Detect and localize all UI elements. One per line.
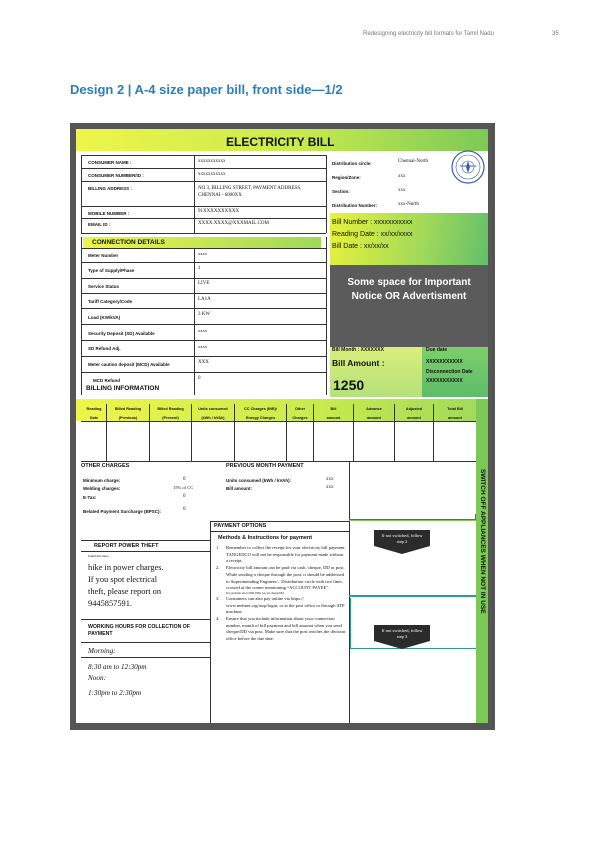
- step-box-2: [374, 530, 430, 550]
- billing-address-value: NO 3, BILLING STREET, PAYMENT ADDRESS, CHENNAI - 6000XX: [198, 186, 302, 198]
- service-status-label: Service Status: [88, 284, 120, 289]
- other-charges-title: OTHER CHARGES: [81, 463, 130, 469]
- hours-title: WORKING HOURS FOR COLLECTION OF PAYMENT: [88, 624, 191, 637]
- payment-instructions: [216, 545, 346, 643]
- payment-options-title-line: [210, 531, 349, 532]
- col-other-charges: Other Charges: [292, 407, 308, 420]
- etax-value: 0: [183, 494, 186, 499]
- meter-number-label: Meter Number: [88, 253, 119, 258]
- notice-text: Some space for Important Notice OR Advertisment: [347, 277, 471, 302]
- col-reading-date: Reading Date: [86, 407, 102, 420]
- load-label: Load (KW/kVA): [88, 315, 121, 320]
- bill-date: Bill Date : xx/xx/xx: [332, 243, 389, 250]
- mobile-number-label: MOBILE NUMBER :: [88, 211, 130, 216]
- col-billed-present: Billed Reading (Present): [157, 407, 184, 420]
- distribution-number-value: xxx-North: [398, 202, 419, 207]
- tariff-category-label: Tariff Category/Code: [88, 299, 133, 304]
- payment-item-2: 2. Electricity bill amount can be paid via cash, cheque, DD or post. While sending a cheque through the post, it should be addressed to Superintending Engineer/.. Distribution circle with two lines crossed at the corner mentioning “ACCOUNT PAYEE”.: [216, 565, 345, 591]
- bill-paper: [76, 129, 488, 723]
- due-date-value: XXXXXXXXXXX: [426, 359, 463, 365]
- consumer-name-label: CONSUMER NAME :: [88, 160, 132, 165]
- report-top-line: [81, 540, 210, 541]
- bill-number: Bill Number : xxxxxxxxxxx: [332, 219, 413, 226]
- sd-refund-value: xxxx: [198, 344, 207, 349]
- prev-units-label: Units consumed (kWh / kVAh):: [226, 478, 292, 483]
- distribution-circle-value: Chennai-North: [398, 159, 428, 164]
- col-cc-charges: CC Charges (INR)/ Energy Charges: [244, 407, 277, 420]
- hours-title-line: [81, 642, 210, 643]
- col-units-consumed: Units consumed (kWh / kVAh): [198, 407, 228, 420]
- teal-flow-vertical: [350, 598, 351, 648]
- welding-charges-value: 15% of CC: [173, 485, 194, 490]
- step-box-2-text: If not switched, follow step 2: [381, 533, 423, 544]
- billing-address-label: BILLING ADDRESS :: [88, 186, 132, 191]
- section-value: xxx: [398, 188, 406, 193]
- etax-label: E-Tax:: [83, 495, 97, 500]
- supply-type-label: Type of Supply/Phase: [88, 268, 135, 273]
- connection-title: CONNECTION DETAILS: [92, 239, 165, 246]
- mcd-refund-label: MCD Refund: [93, 378, 120, 383]
- prev-bill-amount-label: Bill amount:: [226, 486, 252, 491]
- tangedco-logo: [450, 149, 486, 185]
- bill-month: Bill Month : XXXXXXX: [332, 347, 384, 353]
- payment-item-4: 4. Ensure that you include information about your connection number, month of bill payment and bill amount when you send cheque/DD via post. Make sure that the post reaches the division office before the due date.: [216, 616, 346, 642]
- report-small-text: Fraud full name: [88, 554, 109, 558]
- distribution-number-label: Distribution Number:: [332, 203, 377, 208]
- prev-month-title: PREVIOUS MONTH PAYMENT: [226, 463, 304, 469]
- security-deposit-value: xxxx: [198, 328, 207, 333]
- bill-title: ELECTRICITY BILL: [226, 135, 335, 149]
- col-billed-previous: Billed Reading (Previous): [114, 407, 142, 420]
- payment-options-left-line: [210, 521, 211, 723]
- sd-refund-label: SD Refund Adj.: [88, 346, 121, 351]
- bill-amount: 1250: [333, 377, 365, 393]
- logo-text: TANGEDCO: [459, 164, 477, 168]
- payment-options-top-line: [210, 521, 349, 522]
- load-value: 3 KW: [198, 312, 211, 317]
- welding-charges-label: Welding charges:: [83, 486, 121, 491]
- section-label: Section:: [332, 189, 350, 194]
- tariff-category-value: LA1A: [198, 297, 211, 302]
- side-text: SWITCH OFF APPLIANCES WHEN NOT IN USE: [479, 469, 486, 614]
- mcd-available-value: XXX: [198, 360, 209, 365]
- region-zone-label: Region/Zone:: [332, 175, 361, 180]
- step-box-3: [374, 625, 430, 645]
- report-title-line: [81, 551, 210, 552]
- consumer-name-value: xxxxxxxxxxx: [198, 159, 226, 164]
- prev-bill-amount-value: xxx: [326, 485, 334, 490]
- side-text-wrap: [477, 469, 488, 649]
- mobile-number-value: 91XXXXXXXXXX: [198, 209, 240, 214]
- supply-type-value: 1: [198, 266, 201, 271]
- notice-box: [330, 265, 488, 347]
- page-number: 35: [552, 31, 559, 37]
- col-total-bill: Total Bill amount: [447, 407, 463, 420]
- col-bill-amount: Bill amount: [326, 407, 341, 420]
- right-divider: [349, 461, 350, 723]
- hours-line-2: [81, 657, 210, 658]
- billing-info-title: BILLING INFORMATION: [86, 385, 160, 392]
- payment-item-3: 3. Consumers can also pay online via https:// www.tnebnet.org/awp/login, or at the post office or through ATP machine.: [216, 595, 345, 615]
- disconnection-date-label: Disconnection Date: [426, 369, 473, 375]
- consumer-number-value: xxxxxxxxxxx: [198, 172, 226, 177]
- hours-noon-time: 1:30pm to 2:30pm: [88, 689, 142, 697]
- bpsc-label: Belated Payment Surcharge (BPSC):: [83, 509, 162, 514]
- page-title: Design 2 | A-4 size paper bill, front side—1/2: [70, 82, 343, 97]
- email-value: XXXX.XXXX@XXXMAIL.COM: [198, 221, 269, 226]
- service-status-value: LIVE: [198, 281, 210, 286]
- email-label: EMAIL ID :: [88, 222, 111, 227]
- col-adjusted-amount: Adjusted amount: [405, 407, 423, 420]
- distribution-circle-label: Distribution circle:: [332, 161, 372, 166]
- hours-morning-time: 8:30 am to 12:30pm: [88, 663, 147, 671]
- hours-noon-label: Noon:: [88, 674, 106, 682]
- payment-options-title: PAYMENT OPTIONS: [214, 523, 267, 529]
- step-box-3-text: If not switched, follow step 3: [381, 628, 423, 639]
- mcd-available-label: Meter caution deposit (MCD) Available: [88, 362, 170, 367]
- report-title: REPORT POWER THEFT: [94, 543, 159, 549]
- consumer-number-label: CONSUMER NUMBER/ID :: [88, 173, 144, 178]
- col-advance-amount: Advance amount: [366, 407, 382, 420]
- green-flow-line: [349, 520, 476, 521]
- minimum-charge-value: 0: [183, 477, 186, 482]
- teal-flow-line: [349, 595, 476, 597]
- prev-units-value: xxx: [326, 477, 334, 482]
- due-date-label: Due date: [426, 347, 448, 353]
- hours-morning-label: Morning:: [88, 647, 116, 655]
- region-zone-value: xxx: [398, 174, 406, 179]
- minimum-charge-label: Minimum charge:: [83, 478, 121, 483]
- bill-amount-label: Bill Amount :: [332, 358, 385, 368]
- payment-small-note: For payments above INR 2000, pay via cheque/DD.: [226, 591, 285, 595]
- reading-date: Reading Date : xx/xx/xxxx: [332, 231, 413, 238]
- bpsc-value: 0: [183, 507, 186, 512]
- mcd-refund-value: 0: [198, 376, 201, 381]
- bill-mockup: [70, 123, 495, 730]
- payment-methods-title: Methods & Instructions for payment: [218, 535, 313, 541]
- hours-top-line: [81, 619, 210, 620]
- meter-number-value: xxxx: [198, 251, 207, 256]
- running-header: Redesigning electricity bill formats for Tamil Nadu: [363, 31, 494, 37]
- report-text: hike in power charges. If you spot electrical theft, please report on 9445857591.: [88, 563, 164, 608]
- disconnection-date-value: XXXXXXXXXXX: [426, 378, 463, 384]
- payment-item-1: 1. Remember to collect the receipt for your electricity bill payment. TANGEDCO will not be responsible for payment made without a receipt.: [216, 545, 346, 564]
- security-deposit-label: Security Deposit (SD) Available: [88, 331, 155, 336]
